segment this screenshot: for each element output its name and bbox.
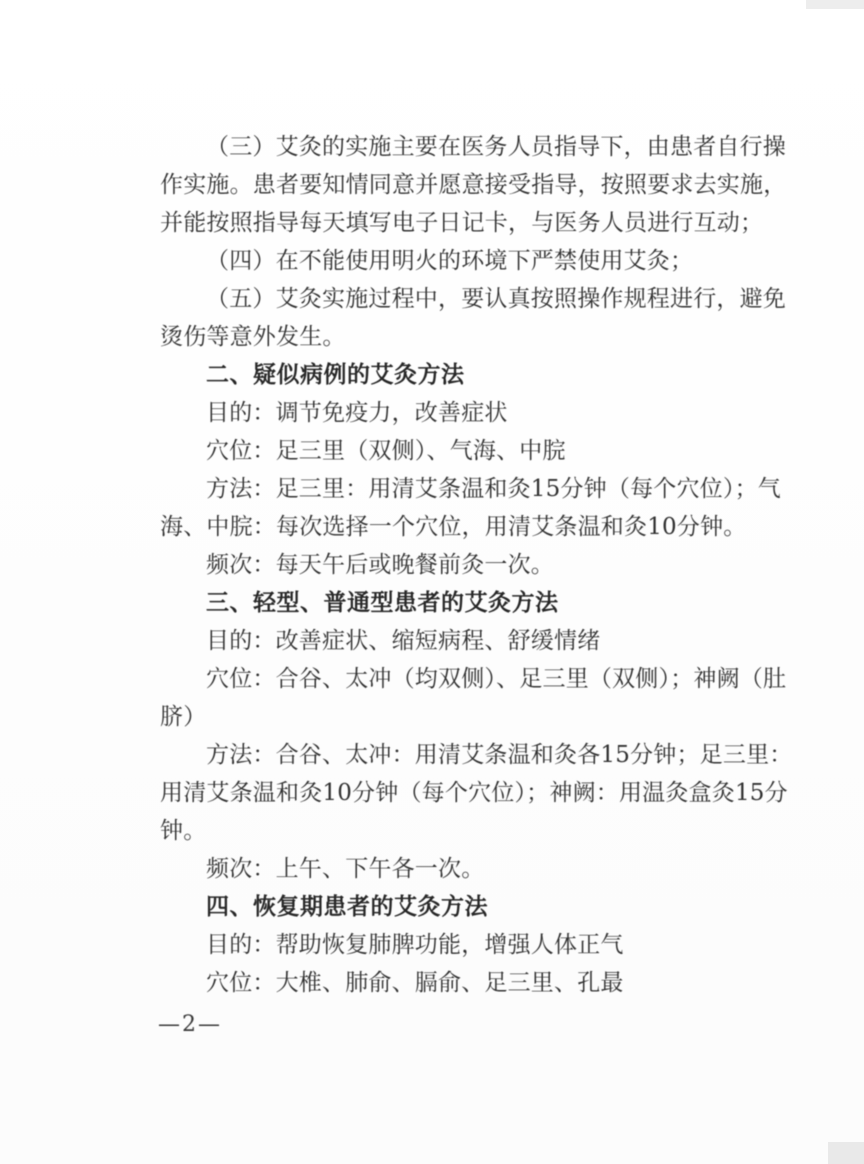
text-line: （三）艾灸的实施主要在医务人员指导下，由患者自行操: [206, 134, 786, 160]
section-heading: 三、轻型、普通型患者的艾灸方法: [206, 590, 559, 616]
page-number: —2—: [158, 1012, 222, 1037]
section-heading: 四、恢复期患者的艾灸方法: [206, 894, 488, 920]
text-line: 海、中脘：每次选择一个穴位，用清艾条温和灸10分钟。: [160, 514, 747, 540]
scan-artifact-bottom-right: [828, 1142, 864, 1164]
document-body: [160, 128, 793, 1002]
text-line: 脐）: [160, 704, 207, 730]
text-line: 目的：帮助恢复肺脾功能，增强人体正气: [206, 932, 624, 958]
text-line: 穴位：合谷、太冲（均双侧）、足三里（双侧）；神阙（肚: [206, 666, 787, 692]
text-line: 目的：改善症状、缩短病程、舒缓情绪: [206, 628, 601, 654]
text-line: 作实施。患者要知情同意并愿意接受指导，按照要求去实施，: [160, 172, 787, 198]
text-line: 目的：调节免疫力，改善症状: [206, 400, 508, 426]
text-line: 频次：上午、下午各一次。: [206, 856, 485, 882]
text-line: 并能按照指导每天填写电子日记卡，与医务人员进行互动；: [160, 210, 764, 236]
section-heading: 二、疑似病例的艾灸方法: [206, 362, 465, 388]
text-line: 方法：足三里：用清艾条温和灸15分钟（每个穴位）；气: [206, 476, 781, 502]
text-line: 钟。: [160, 818, 207, 844]
text-line: 频次：每天午后或晚餐前灸一次。: [206, 552, 554, 578]
text-line: （五）艾灸实施过程中，要认真按照操作规程进行，避免: [206, 286, 786, 312]
text-line: 穴位：大椎、肺俞、膈俞、足三里、孔最: [206, 970, 624, 996]
text-line: 烫伤等意外发生。: [160, 324, 346, 350]
text-line: 穴位：足三里（双侧）、气海、中脘: [206, 438, 566, 464]
scan-artifact-top-right: [806, 0, 864, 9]
text-line: 用清艾条温和灸10分钟（每个穴位）；神阙：用温灸盒灸15分: [160, 780, 788, 806]
text-line: 方法：合谷、太冲：用清艾条温和灸各15分钟；足三里：: [206, 742, 793, 768]
text-line: （四）在不能使用明火的环境下严禁使用艾灸；: [206, 248, 694, 274]
